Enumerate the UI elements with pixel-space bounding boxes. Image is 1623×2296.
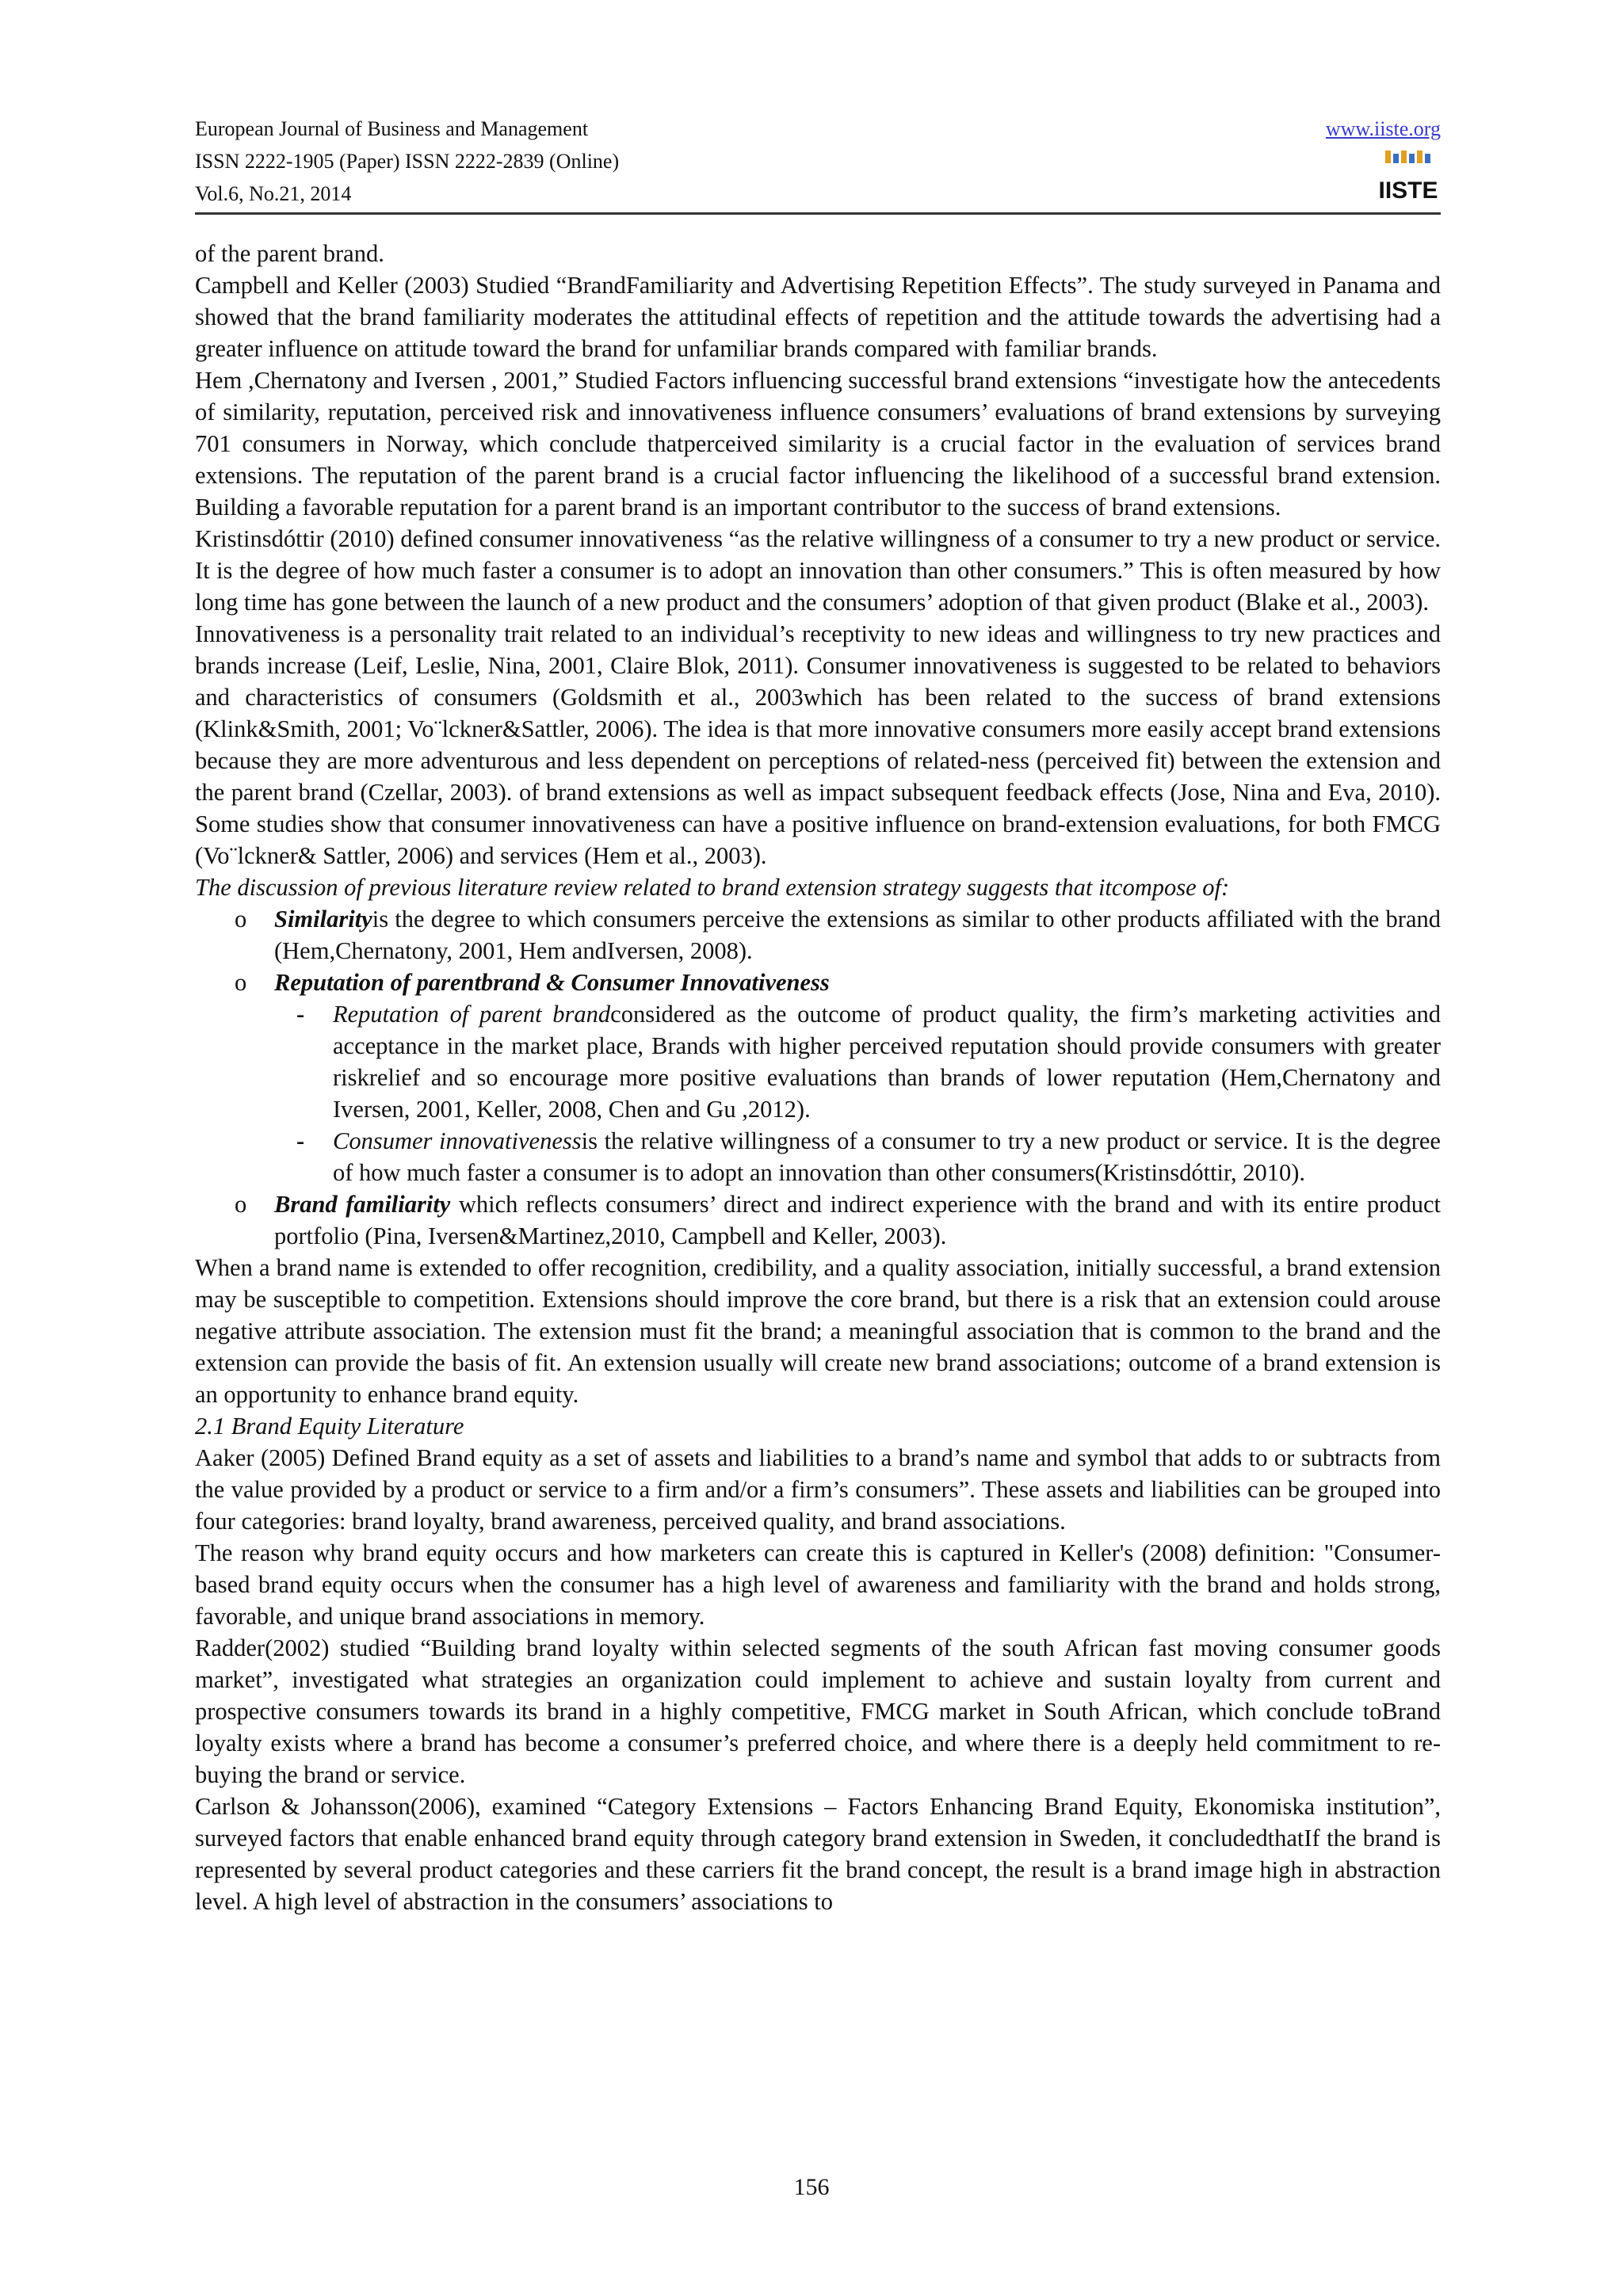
paragraph: of the parent brand.: [195, 240, 384, 267]
sub-bullet-marker: -: [296, 1127, 305, 1154]
paragraph: Innovativeness is a personality trait related to an individual’s receptivity to new ideas and willingness to try new practices and brands increase (Leif, Leslie, Nina, 2001, Claire Blok, 2011). Consumer innovativeness is suggested to be related to behaviors and characteristics of consumers (Goldsmith et al., 2003which has been related to the success of brand extensions (Klink&Smith, 2001; Vo¨lckner&Sattler, 2006). The idea is that more innovative consumers more easily accept brand extensions because they are more adventurous and less dependent on perceptions of related-ness (perceived fit) between the extension and the parent brand (Czellar, 2003). of brand extensions as well as impact subsequent feedback effects (Jose, Nina and Eva, 2010). Some studies show that consumer innovativeness can have a positive influence on brand-extension evaluations, for both FMCG (Vo¨lckner& Sattler, 2006) and services (Hem et al., 2003).: [195, 620, 1441, 869]
list-item: [195, 903, 1441, 967]
bullet-text: which reflects consumers’ direct and indirect experience with the brand and with its entire product portfolio (Pina, Iversen&Martinez,2010, Campbell and Keller, 2003).: [274, 1191, 1441, 1249]
page-number: 156: [793, 2174, 830, 2200]
paragraph: Carlson & Johansson(2006), examined “Category Extensions – Factors Enhancing Brand Equity, Ekonomiska institution”, surveyed factors that enable enhanced brand equity through category brand extension in Sweden, it concludedthatIf the brand is represented by several product categories and these carriers fit the brand concept, the result is a brand image high in abstraction level. A high level of abstraction in the consumers’ associations to: [195, 1793, 1441, 1915]
list-item: [195, 967, 1441, 998]
sub-bullet-marker: -: [296, 1001, 305, 1028]
page-header: [195, 113, 1441, 215]
bullet-marker: o: [235, 906, 247, 933]
paragraph: Hem ,Chernatony and Iversen , 2001,” Studied Factors influencing successful brand extensions “investigate how the antecedents of similarity, reputation, perceived risk and innovativeness influence consumers’ evaluations of brand extensions by surveying 701 consumers in Norway, which conclude thatperceived similarity is a crucial factor in the evaluation of services brand extensions. The reputation of the parent brand is a crucial factor influencing the likelihood of a successful brand extension. Building a favorable reputation for a parent brand is an important contributor to the success of brand extensions.: [195, 367, 1441, 521]
sub-bullet-text: is the relative willingness of a consumer to try a new product or service. It is the degree of how much faster a consumer is to adopt an innovation than other consumers(Kristinsdóttir, 2010).: [333, 1127, 1441, 1186]
sub-list-item: [195, 998, 1441, 1125]
journal-issn: ISSN 2222-1905 (Paper) ISSN 2222-2839 (Online): [195, 150, 620, 173]
bullet-term: Brand familiarity: [274, 1191, 451, 1218]
paragraph: Campbell and Keller (2003) Studied “BrandFamiliarity and Advertising Repetition Effects”. The study surveyed in Panama and showed that the brand familiarity moderates the attitudinal effects of repetition and the attitude towards the advertising had a greater influence on attitude toward the brand for unfamiliar brands compared with familiar brands.: [195, 272, 1441, 362]
bullet-term: Similarity: [274, 906, 372, 933]
paragraph: Aaker (2005) Defined Brand equity as a set of assets and liabilities to a brand’s name and symbol that adds to or subtracts from the value provided by a product or service to a firm and/or a firm’s consumers”. These assets and liabilities can be grouped into four categories: brand loyalty, brand awareness, perceived quality, and brand associations.: [195, 1444, 1441, 1535]
paragraph: The reason why brand equity occurs and how marketers can create this is captured in Keller's (2008) definition: "Consumer-based brand equity occurs when the consumer has a high level of awareness and familiarity with the brand and holds strong, favorable, and unique brand associations in memory.: [195, 1539, 1441, 1630]
journal-title: European Journal of Business and Management: [195, 117, 589, 140]
sub-bullet-term: Reputation of parent brand: [333, 1001, 611, 1028]
section-heading: 2.1 Brand Equity Literature: [195, 1413, 464, 1440]
article-body: [195, 238, 1441, 1917]
bullet-marker: o: [235, 1191, 247, 1218]
paragraph-italic-intro: The discussion of previous literature review related to brand extension strategy suggests that itcompose of:: [195, 874, 1230, 901]
bullet-text: is the degree to which consumers perceive the extensions as similar to other products affiliated with the brand (Hem,Chernatony, 2001, Hem andIversen, 2008).: [274, 906, 1441, 964]
sub-bullet-text: considered as the outcome of product quality, the firm’s marketing activities and acceptance in the market place, Brands with higher perceived reputation should provide consumers with greater riskrelief and so encourage more positive evaluations than brands of lower reputation (Hem,Chernatony and Iversen, 2001, Keller, 2008, Chen and Gu ,2012).: [333, 1001, 1441, 1123]
paragraph: Radder(2002) studied “Building brand loyalty within selected segments of the south African fast moving consumer goods market”, investigated what strategies an organization could implement to achieve and sustain loyalty from current and prospective consumers towards its brand in a highly competitive, FMCG market in South African, which conclude toBrand loyalty exists where a brand has become a consumer’s preferred choice, and where there is a deeply held commitment to re-buying the brand or service.: [195, 1634, 1441, 1788]
logo-text: IISTE: [1378, 177, 1438, 204]
journal-volume: Vol.6, No.21, 2014: [195, 182, 352, 205]
journal-meta: [195, 113, 619, 210]
list-item: [195, 1188, 1441, 1252]
bullet-marker: o: [235, 969, 247, 996]
sub-bullet-term: Consumer innovativeness: [333, 1127, 582, 1154]
paragraph: Kristinsdóttir (2010) defined consumer innovativeness “as the relative willingness of a consumer to try a new product or service. It is the degree of how much faster a consumer is to adopt an innovation than other consumers.” This is often measured by how long time has gone between the launch of a new product and the consumers’ adoption of that given product (Blake et al., 2003).: [195, 525, 1441, 616]
sub-list-item: [195, 1125, 1441, 1188]
iiste-logo: [1378, 149, 1438, 204]
paragraph: When a brand name is extended to offer recognition, credibility, and a quality association, initially successful, a brand extension may be susceptible to competition. Extensions should improve the core brand, but there is a risk that an extension could arouse negative attribute association. The extension must fit the brand; a meaningful association that is common to the brand and the extension can provide the basis of fit. An extension usually will create new brand associations; outcome of a brand extension is an opportunity to enhance brand equity.: [195, 1254, 1441, 1408]
bullet-term: Reputation of parentbrand & Consumer Innovativeness: [274, 969, 830, 996]
journal-website-link[interactable]: www.iiste.org: [1325, 117, 1441, 140]
